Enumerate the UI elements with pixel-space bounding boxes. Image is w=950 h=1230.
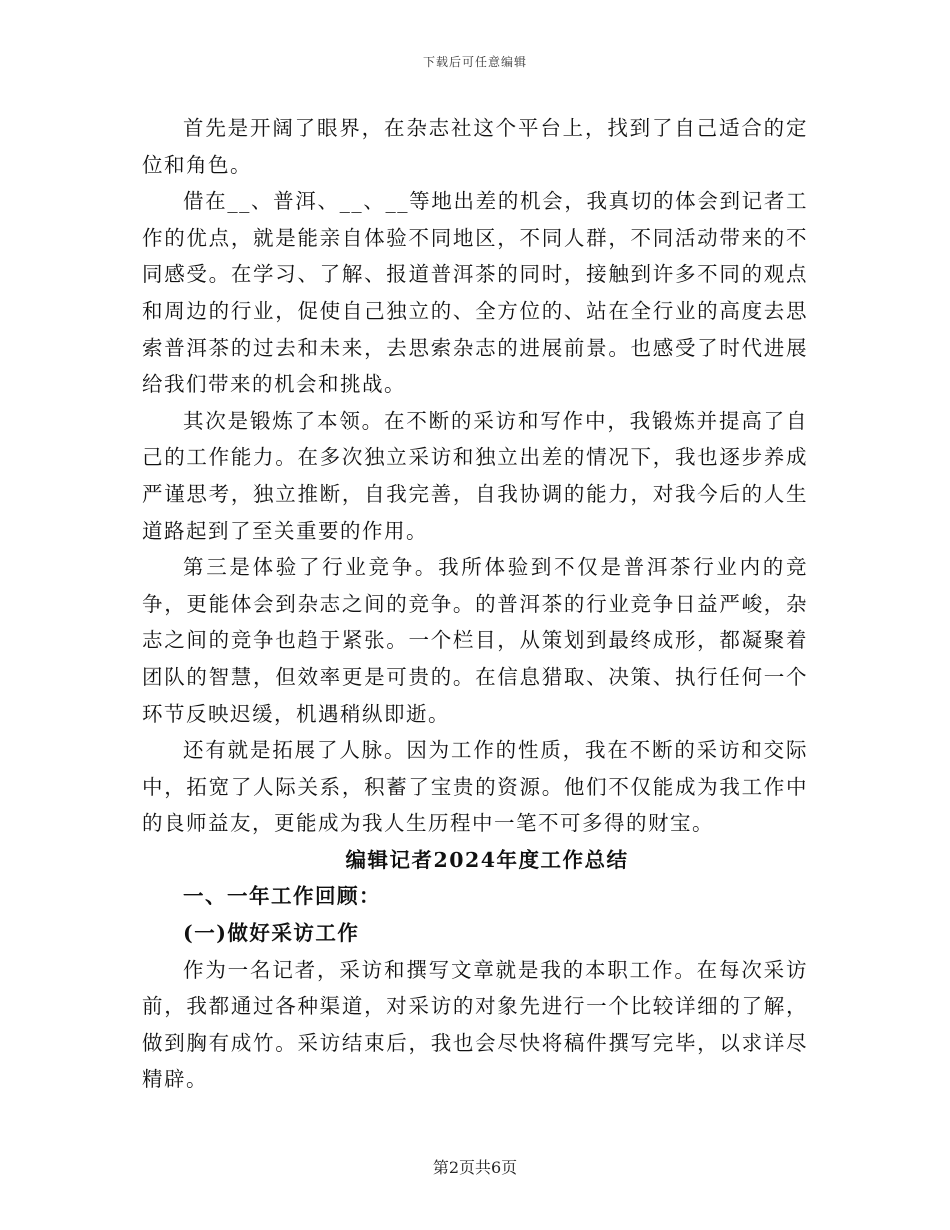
page-number-footer: 第2页共6页 xyxy=(432,1158,518,1177)
paragraph-interview-work: 作为一名记者，采访和撰写文章就是我的本职工作。在每次采访前，我都通过各种渠道，对采访的对象先进行一个比较详细的了解，做到胸有成竹。采访结束后，我也会尽快将稿件撰写完毕，以求详尽精辟。 xyxy=(142,957,808,1092)
paragraph-network: 还有就是拓展了人脉。因为工作的性质，我在不断的采访和交际中，拓宽了人际关系，积蓄了宝贵的资源。他们不仅能成为我工作中的良师益友，更能成为我人生历程中一笔不可多得的财宝。 xyxy=(142,738,808,836)
paragraph-business-trip: 借在__、普洱、__、__等地出差的机会，我真切的体会到记者工作的优点，就是能亲自体验不同地区，不同人群，不同活动带来的不同感受。在学习、了解、报道普洱茶的同时，接触到许多不同的观点和周边的行业，促使自己独立的、全方位的、站在全行业的高度去思索普洱茶的过去和未来，去思索杂志的进展前景。也感受了时代进展给我们带来的机会和挑战。 xyxy=(142,189,808,397)
subsection-heading: (一)做好采访工作 xyxy=(183,921,360,946)
paragraph-competition: 第三是体验了行业竞争。我所体验到不仅是普洱茶行业内的竞争，更能体会到杂志之间的竞争。的普洱茶的行业竞争日益严峻，杂志之间的竞争也趋于紧张。一个栏目，从策划到最终成形，都凝聚着团队的智慧，但效率更是可贵的。在信息猎取、决策、执行任何一个环节反映迟缓，机遇稍纵即逝。 xyxy=(142,555,808,726)
paragraph-horizon: 首先是开阔了眼界，在杂志社这个平台上，找到了自己适合的定位和角色。 xyxy=(142,116,808,177)
document-body xyxy=(142,110,808,1098)
paragraph-skills: 其次是锻炼了本领。在不断的采访和写作中，我锻炼并提高了自己的工作能力。在多次独立采访和独立出差的情况下，我也逐步养成严谨思考，独立推断，自我完善，自我协调的能力，对我今后的人生道路起到了至关重要的作用。 xyxy=(142,408,808,543)
document-title: 编辑记者2024年度工作总结 xyxy=(345,847,629,872)
section-heading: 一、一年工作回顾： xyxy=(183,884,381,909)
page-header: 下载后可任意编辑 xyxy=(422,55,527,69)
